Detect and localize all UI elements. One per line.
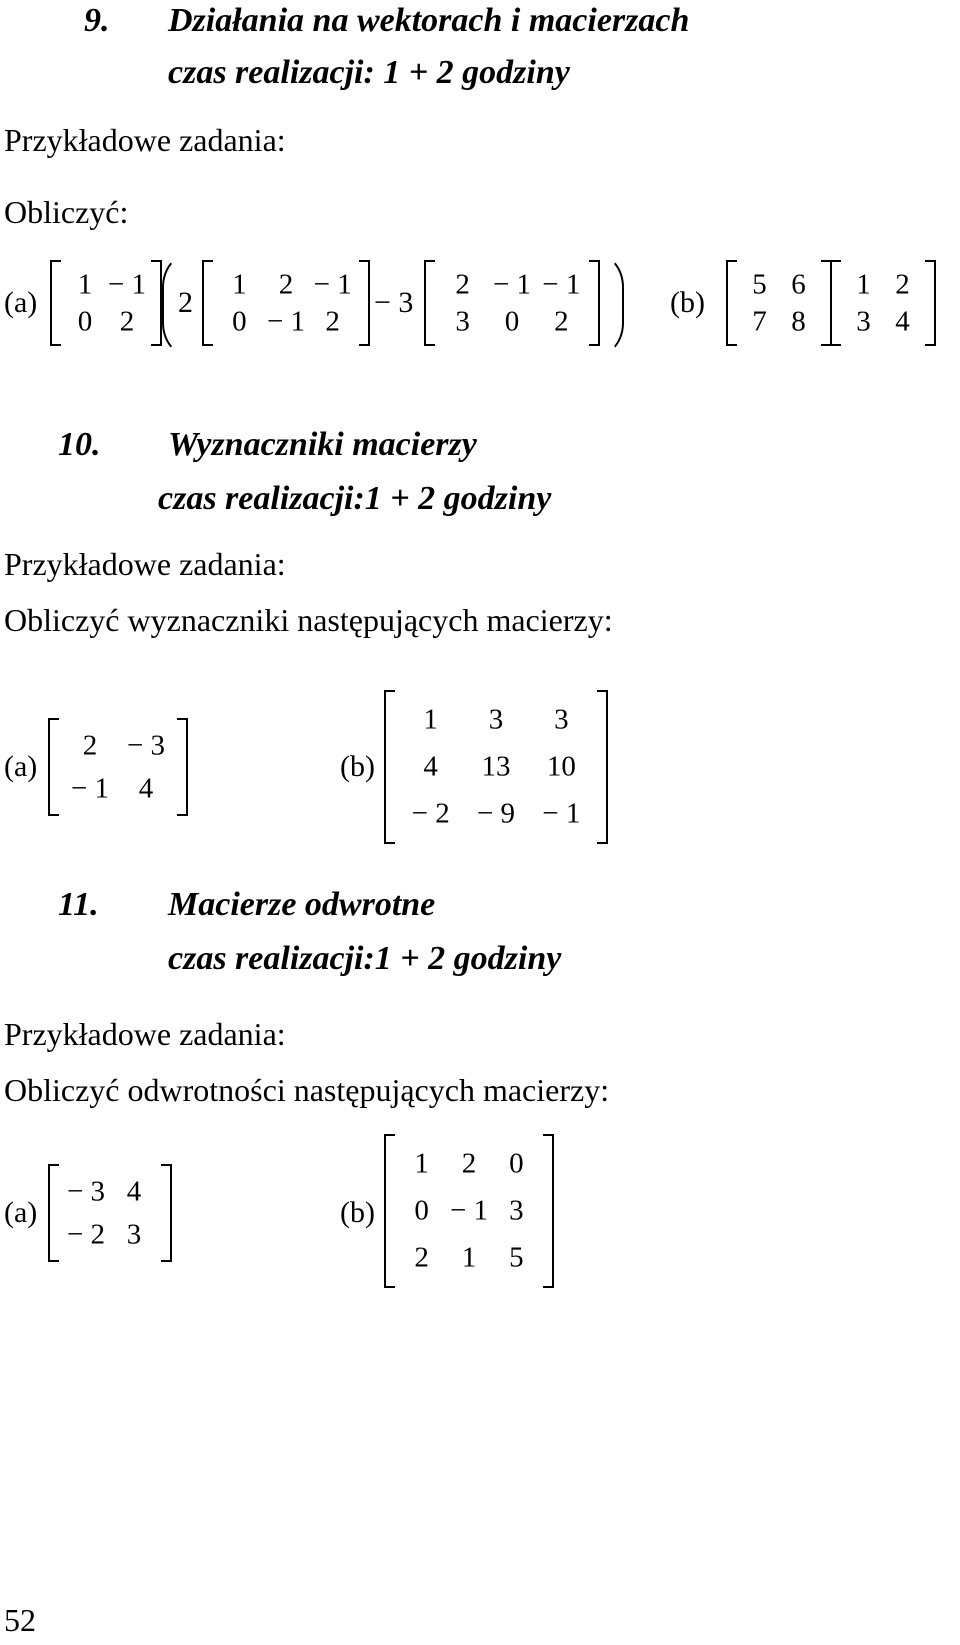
matrix-cell: 0 [414,1194,429,1227]
matrix-cell: 0 [509,1147,524,1180]
matrix-cell: 3 [126,1218,142,1250]
matrix [424,260,600,346]
matrix-cell: − 1 [313,268,352,300]
problem-label: (b) [340,1196,375,1229]
examples-label: Przykładowe zadania: [4,1016,286,1052]
section-title: Działania na wektorach i macierzach [168,2,690,39]
matrix-cell: 4 [138,772,154,804]
bracket-right [177,718,188,816]
bracket-right [925,260,936,346]
matrix-cell: 7 [752,305,767,337]
instruction: Obliczyć wyznaczniki następujących macierzy: [4,602,613,638]
instruction: Obliczyć odwrotności następujących macierzy: [4,1072,610,1108]
matrix-cell: 0 [504,305,520,337]
section-time: czas realizacji:1 + 2 godziny [158,480,552,517]
matrix-cell: 3 [509,1194,524,1227]
scalar [374,288,413,318]
section-title: Wyznaczniki macierzy [168,426,477,463]
matrix-cell: 0 [232,305,247,337]
matrix-cell: 1 [461,1241,477,1274]
matrix-cell: − 1 [107,268,147,300]
matrix-cell: 8 [791,305,806,337]
bracket-left [202,260,213,346]
matrix-cell: 2 [461,1147,477,1180]
problem-label: (a) [4,286,38,319]
matrix-cell: 13 [481,750,511,783]
matrix-cell: 5 [509,1241,524,1274]
matrix-cell: − 1 [492,268,532,300]
matrix-cell: − 1 [449,1194,489,1227]
examples-label: Przykładowe zadania: [4,122,286,158]
matrix-cell: 2 [455,268,470,300]
paren-right [598,254,624,356]
matrix-cell: 2 [119,305,135,337]
matrix-cell: − 3 [126,729,166,761]
page-number: 52 [4,1602,36,1638]
matrix [384,690,608,844]
problem-label: (b) [670,286,705,319]
bracket-left [384,1134,395,1288]
problem-label: (a) [4,1196,38,1229]
matrix-cell: − 1 [542,268,581,300]
matrix-cell: 2 [278,268,294,300]
matrix-cell: − 1 [70,772,110,804]
bracket-right [543,1134,554,1288]
matrix-cell: 1 [414,1147,429,1180]
matrix-cell: 0 [77,305,93,337]
matrix-cell: 5 [752,268,767,300]
matrix-cell: − 2 [66,1218,106,1250]
matrix-cell: 2 [325,305,340,337]
matrix-cell: 10 [546,750,576,783]
matrix [830,260,936,346]
bracket-right [597,690,608,844]
examples-label: Przykładowe zadania: [4,546,286,582]
matrix-cell: 6 [791,268,806,300]
scalar-value: − 3 [374,286,414,319]
bracket-left [830,260,841,346]
bracket-right [161,1164,172,1262]
matrix [48,1164,172,1262]
section-time: czas realizacji: 1 + 2 godziny [168,54,570,91]
matrix-cell: 1 [232,268,247,300]
section-title: Macierze odwrotne [168,886,436,923]
matrix-cell: − 1 [266,305,306,337]
scalar: 2 [178,286,193,319]
matrix-cell: 1 [423,703,438,736]
bracket-left [424,260,435,346]
matrix-cell: − 9 [476,797,516,830]
matrix-cell: − 1 [542,797,581,830]
section-number: 9. [84,2,110,39]
section-number: 10. [58,426,101,463]
matrix-cell: 2 [414,1241,429,1274]
section-number: 11. [58,886,99,923]
matrix-cell: 4 [895,305,910,337]
matrix-cell: 3 [455,305,470,337]
matrix [726,260,832,346]
bracket-left [384,690,395,844]
problem-label: (a) [4,750,38,783]
bracket-left [48,718,59,816]
matrix [50,260,162,346]
matrix-cell: 4 [126,1175,142,1207]
matrix-cell: − 3 [66,1175,106,1207]
bracket-left [48,1164,59,1262]
matrix-cell: 3 [856,305,871,337]
matrix-cell: − 2 [411,797,450,830]
matrix-cell: 2 [82,729,98,761]
section-time: czas realizacji:1 + 2 godziny [168,940,562,977]
matrix-cell: 1 [77,268,93,300]
matrix [384,1134,554,1288]
matrix [48,718,188,816]
matrix-cell: 3 [488,703,504,736]
bracket-right [151,260,162,346]
instruction: Obliczyć: [4,194,129,230]
bracket-left [50,260,61,346]
bracket-left [726,260,737,346]
matrix-cell: 2 [895,268,910,300]
matrix-cell: 2 [554,305,569,337]
problem-label: (b) [340,750,375,783]
matrix-cell: 1 [856,268,871,300]
matrix-cell: 3 [554,703,569,736]
matrix [202,260,370,346]
bracket-right [359,260,370,346]
matrix-cell: 4 [423,750,438,783]
